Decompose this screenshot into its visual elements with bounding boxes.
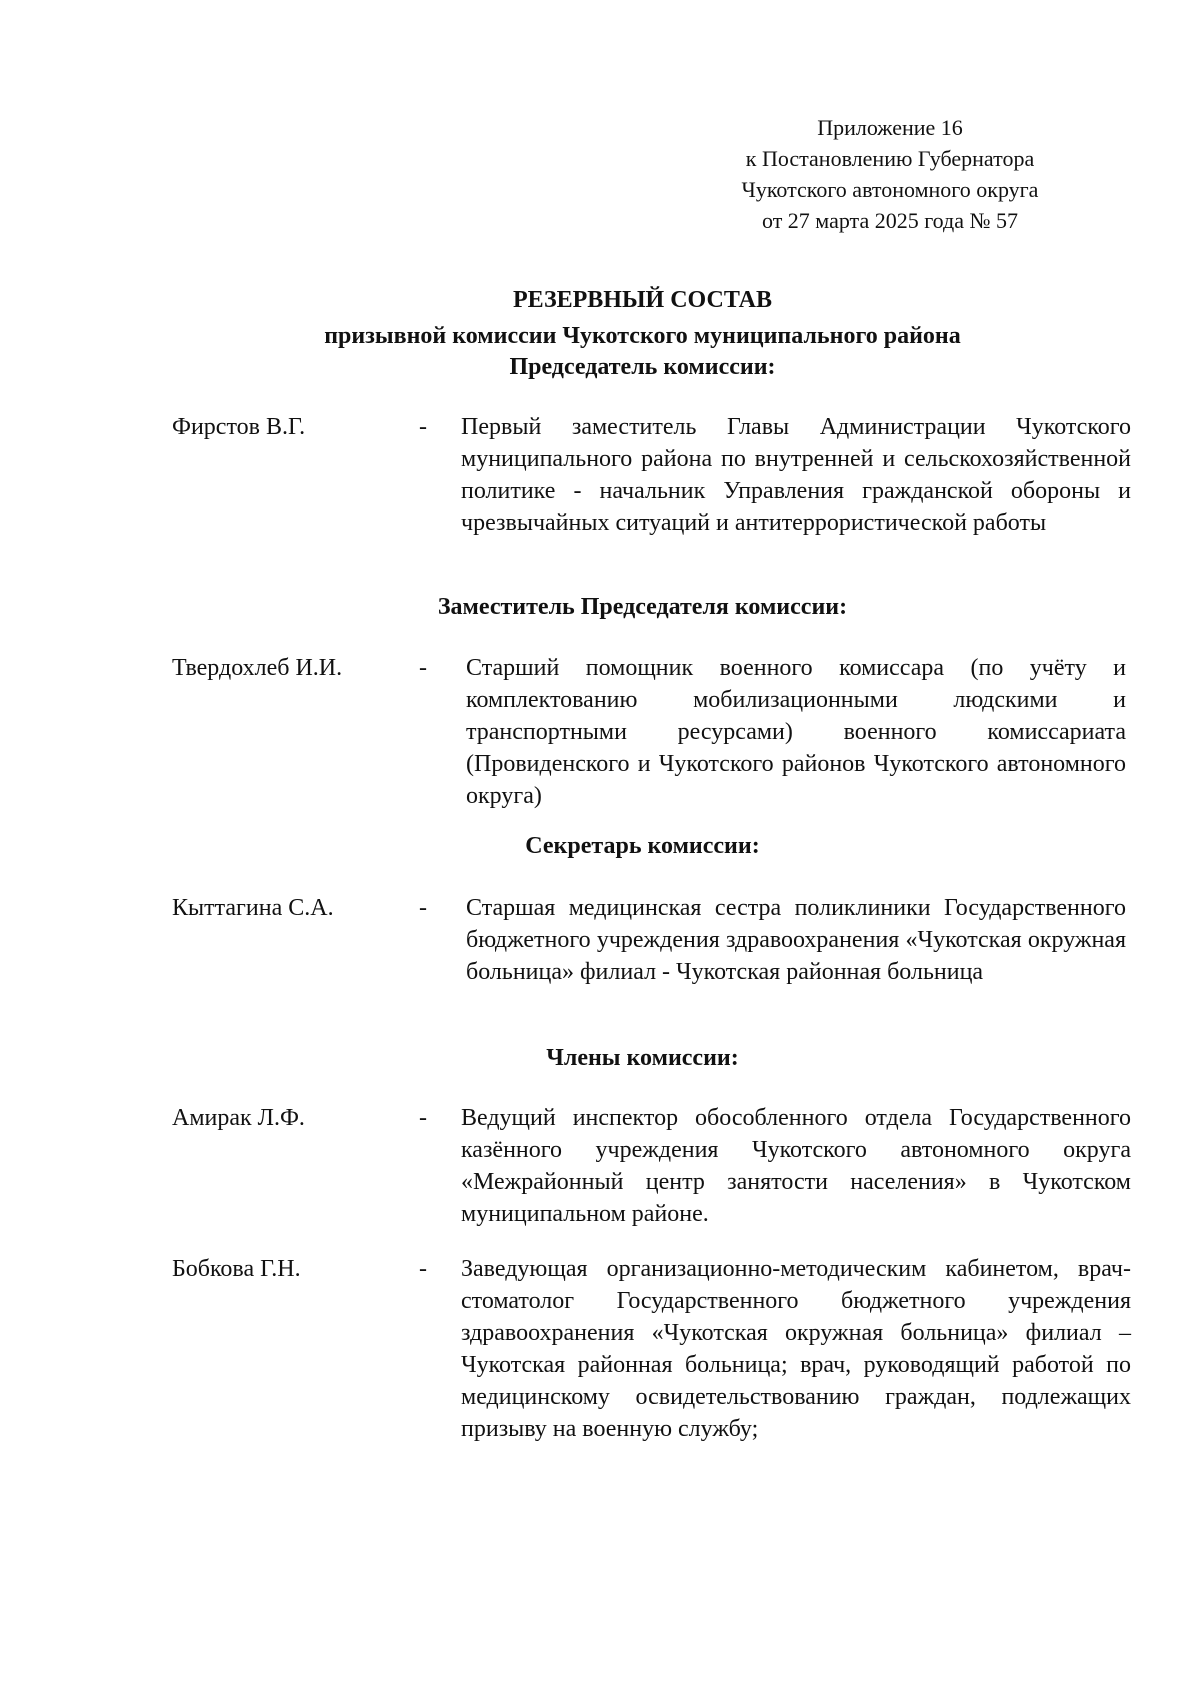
appendix-note xyxy=(700,112,1080,236)
entry-name: Твердохлеб И.И. xyxy=(172,655,343,681)
entry-description: Первый заместитель Главы Администрации Чукотского муниципального района по внутренней и сельскохозяйственной политике - начальник Управления гражданской обороны и чрезвычайных ситуаций и антитеррористической работы xyxy=(461,414,1131,536)
entry-name: Фирстов В.Г. xyxy=(172,414,306,440)
entry-name: Бобкова Г.Н. xyxy=(172,1256,301,1282)
entry-description: Заведующая организационно-методическим кабинетом, врач-стоматолог Государственного бюджетного учреждения здравоохранения «Чукотская окружная больница» филиал – Чукотская районная больница; врач, руководящий работой по медицинскому освидетельствованию граждан, подлежащих призыву на военную службу; xyxy=(461,1256,1131,1442)
section-heading-deputy: Заместитель Председателя комиссии: xyxy=(437,594,848,620)
entry-name: Амирак Л.Ф. xyxy=(172,1105,305,1131)
section-heading-members: Члены комиссии: xyxy=(546,1045,739,1071)
document-title xyxy=(160,282,1125,354)
section-heading-chairman: Председатель комиссии: xyxy=(509,354,776,380)
title-sub: призывной комиссии Чукотского муниципального района xyxy=(324,323,961,349)
appendix-line-1: Приложение 16 xyxy=(817,115,963,140)
appendix-line-2: к Постановлению Губернатора xyxy=(745,146,1035,171)
entry-description: Старшая медицинская сестра поликлиники Государственного бюджетного учреждения здравоохранения «Чукотская окружная больница» филиал - Чукотская районная больница xyxy=(466,895,1126,985)
appendix-line-4: от 27 марта 2025 года № 57 xyxy=(761,208,1018,233)
section-heading-secretary: Секретарь комиссии: xyxy=(525,833,760,859)
entry-dash: - xyxy=(419,414,427,440)
appendix-line-3: Чукотского автономного округа xyxy=(741,177,1039,202)
entry-description: Ведущий инспектор обособленного отдела Государственного казённого учреждения Чукотского автономного округа «Межрайонный центр занятости населения» в Чукотском муниципальном районе. xyxy=(461,1105,1131,1227)
entry-dash: - xyxy=(419,895,427,921)
entry-description: Старший помощник военного комиссара (по учёту и комплектованию мобилизационными людскими и транспортными ресурсами) военного комиссариата (Провиденского и Чукотского районов Чукотского автономного округа) xyxy=(466,655,1126,809)
entry-name: Кыттагина С.А. xyxy=(172,895,334,921)
entry-dash: - xyxy=(419,1105,427,1131)
title-main: РЕЗЕРВНЫЙ СОСТАВ xyxy=(513,287,772,313)
entry-dash: - xyxy=(419,1256,427,1282)
entry-dash: - xyxy=(419,655,427,681)
